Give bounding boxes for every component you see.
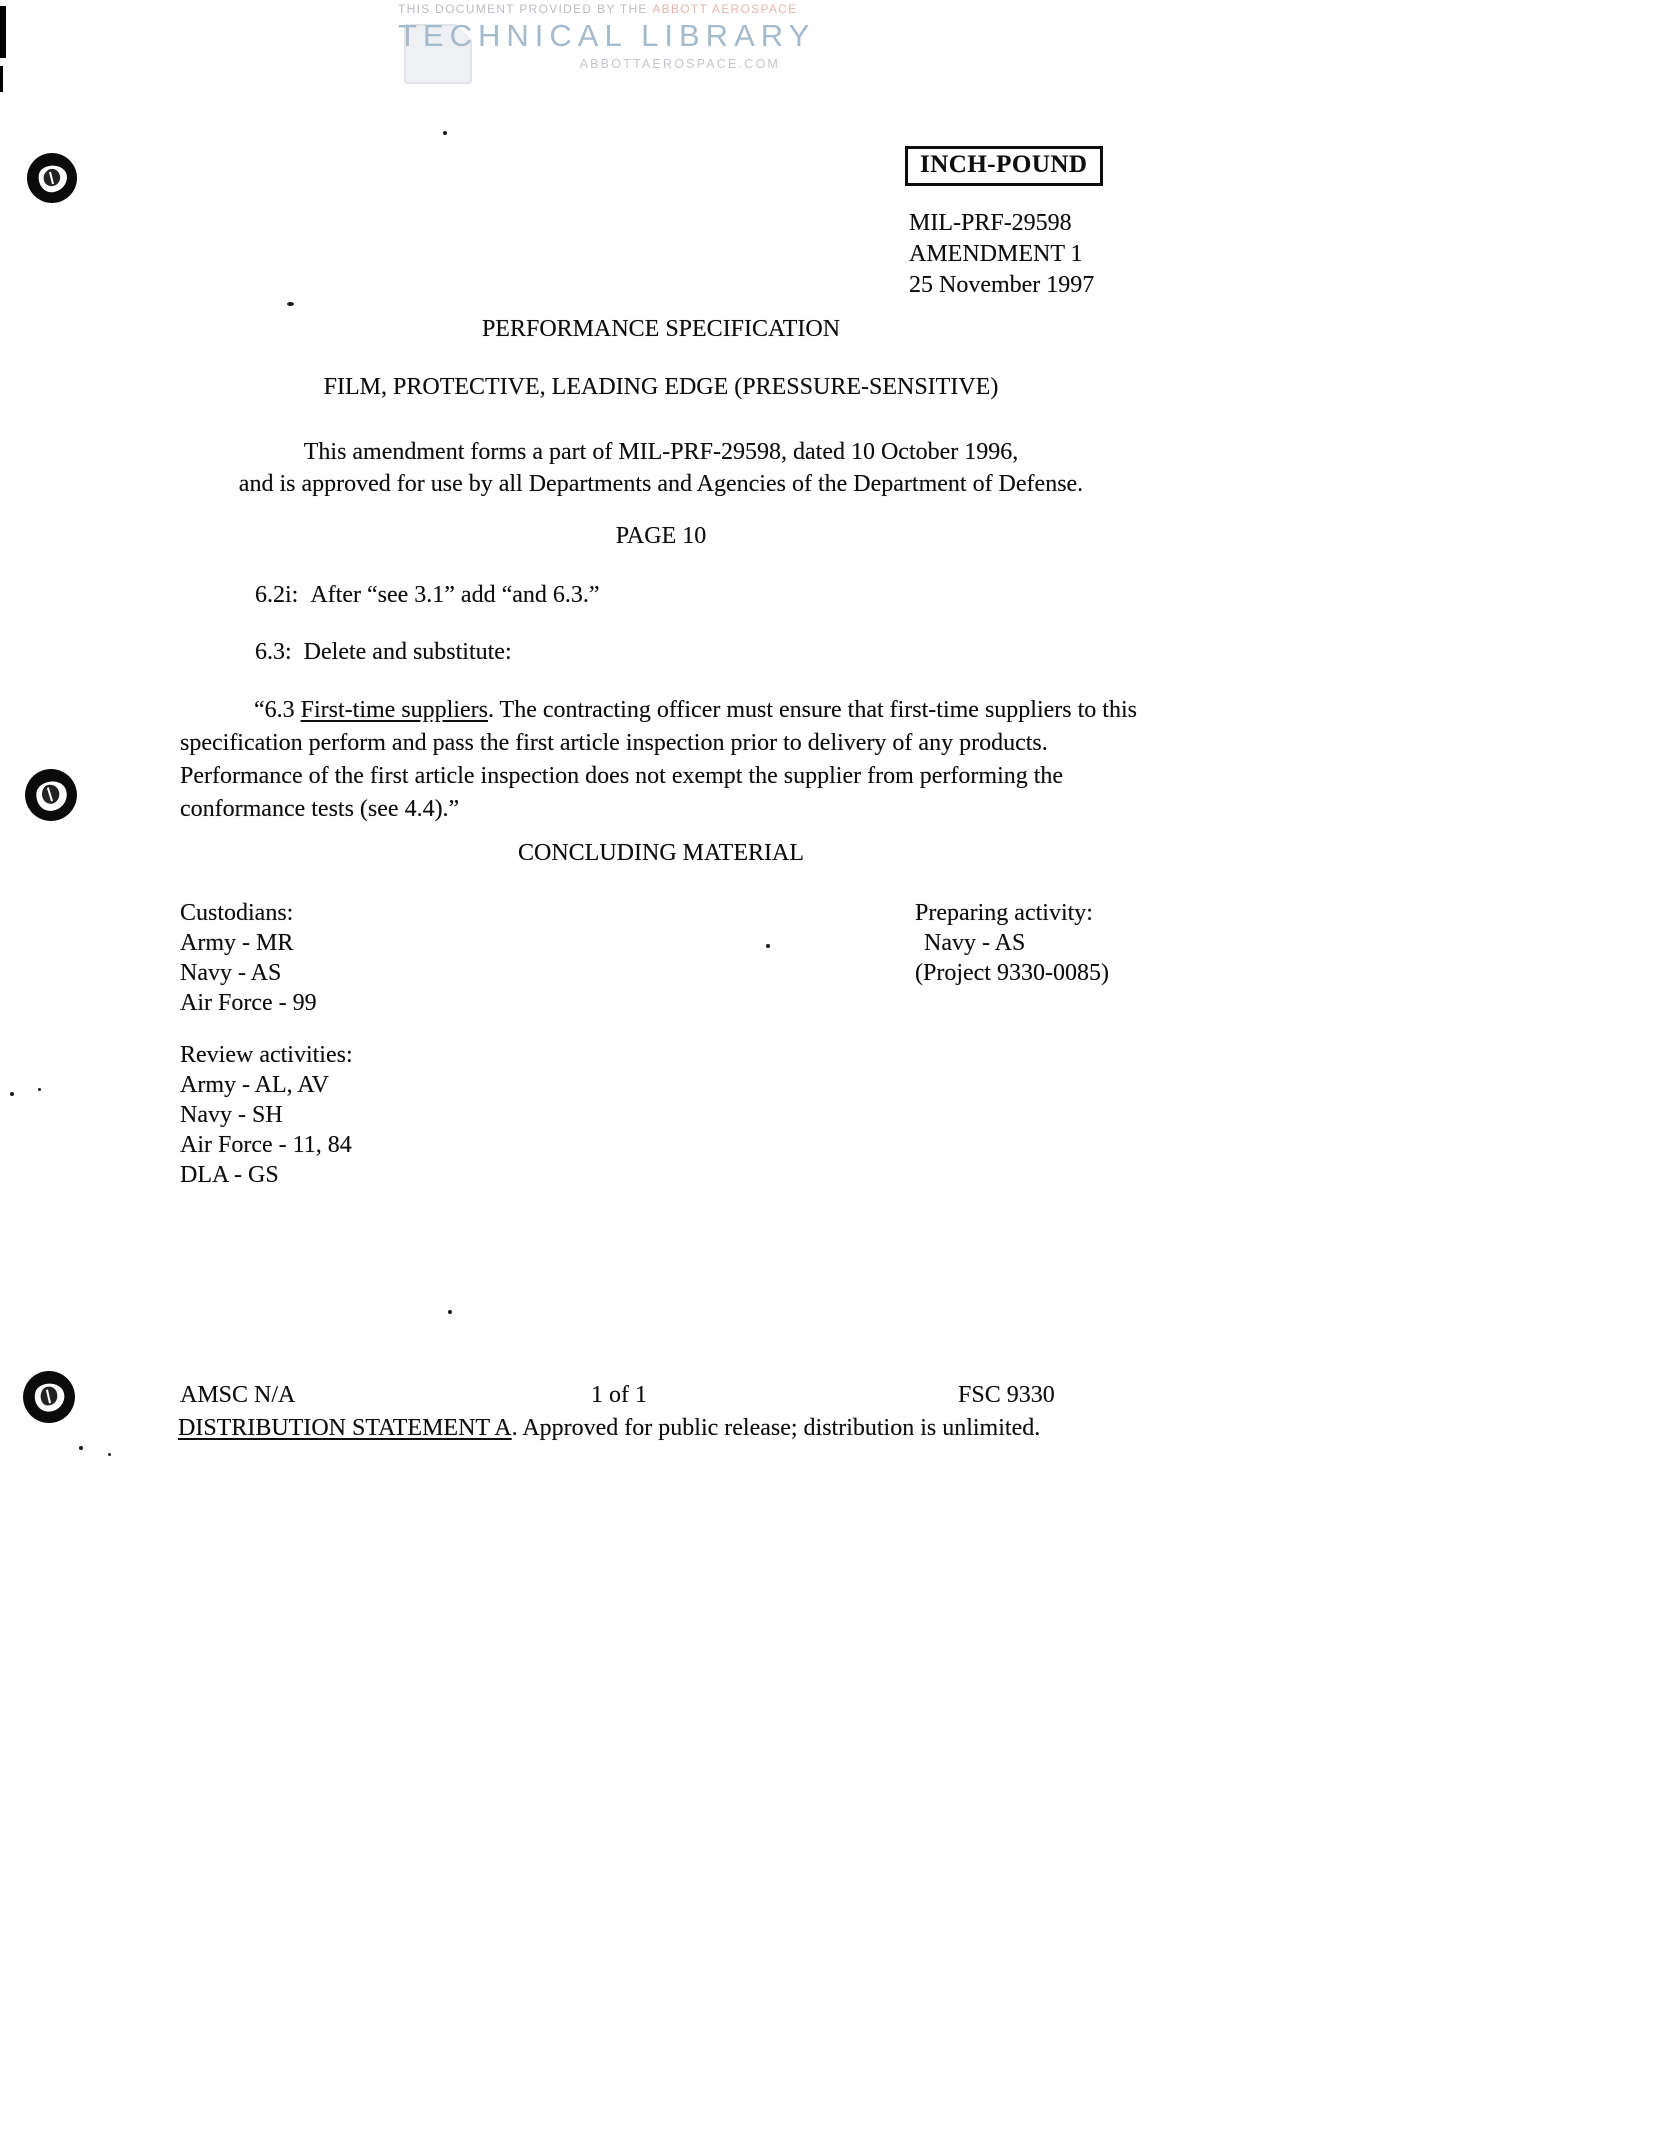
watermark-url: ABBOTTAEROSPACE.COM: [579, 57, 780, 71]
page-heading: PAGE 10: [615, 523, 707, 549]
paragraph-open: “6.3: [254, 697, 301, 723]
review-label: Review activities:: [180, 1042, 353, 1068]
watermark: [398, 2, 816, 71]
scan-speck: [448, 1310, 452, 1314]
amsc-number: AMSC N/A: [180, 1382, 296, 1408]
intro-line-2: and is approved for use by all Departments and Agencies of the Department of Defense.: [238, 471, 1084, 497]
scan-speck: [108, 1453, 111, 1456]
scan-artifact: [0, 6, 6, 58]
substitute-paragraph: [180, 694, 1138, 826]
change-item: [255, 582, 600, 609]
custodians-label: Custodians:: [180, 900, 294, 926]
change-item: [255, 639, 512, 666]
scan-speck: [10, 1092, 14, 1096]
doc-date: 25 November 1997: [909, 272, 1095, 298]
ink-stamp-icon: [24, 768, 78, 827]
ink-stamp-icon: [22, 1370, 76, 1429]
intro-line-1: This amendment forms a part of MIL-PRF-29598, dated 10 October 1996,: [303, 439, 1019, 465]
preparing-activity-block: [915, 898, 1109, 988]
spec-subject-title: FILM, PROTECTIVE, LEADING EDGE (PRESSURE-SENSITIVE): [323, 374, 999, 400]
inch-pound-stamp: INCH-POUND: [905, 146, 1103, 186]
scan-artifact: [0, 66, 3, 92]
watermark-provided-line: [398, 2, 798, 16]
custodian-item: Navy - AS: [180, 960, 282, 986]
review-activities-block: [180, 1040, 353, 1190]
fsc-number: FSC 9330: [958, 1382, 1055, 1408]
distribution-statement-label: DISTRIBUTION STATEMENT A: [178, 1415, 512, 1441]
custodian-item: Army - MR: [180, 930, 294, 956]
paragraph-rest: . The contracting officer must ensure that first-time suppliers to this specification perform and pass the first article inspection prior to delivery of any products. Performance of the first article inspection does not exempt the supplier from performing the conformance tests (see 4.4).”: [180, 697, 1137, 822]
distribution-statement-text: . Approved for public release; distribution is unlimited.: [511, 1415, 1041, 1441]
spec-type-title: PERFORMANCE SPECIFICATION: [481, 316, 841, 342]
concluding-material-heading: CONCLUDING MATERIAL: [518, 840, 804, 866]
scan-speck: [79, 1446, 83, 1450]
review-item: DLA - GS: [180, 1162, 279, 1188]
watermark-brand: ABBOTT AEROSPACE: [652, 2, 798, 16]
change-id: 6.2i:: [255, 582, 299, 608]
review-item: Navy - SH: [180, 1102, 283, 1128]
scan-speck: [766, 944, 770, 948]
watermark-provided-text: THIS DOCUMENT PROVIDED BY THE: [398, 2, 648, 16]
ink-stamp-icon: [26, 152, 78, 209]
change-id: 6.3:: [255, 639, 292, 665]
preparing-label: Preparing activity:: [915, 900, 1093, 926]
change-text: Delete and substitute:: [303, 639, 512, 665]
scan-speck: [287, 302, 294, 306]
scan-speck: [38, 1088, 41, 1091]
page-number: 1 of 1: [591, 1382, 647, 1408]
preparing-item: Navy - AS: [924, 930, 1026, 956]
doc-id-block: [909, 208, 1094, 301]
watermark-title: TECHNICAL LIBRARY: [398, 18, 816, 53]
custodian-item: Air Force - 99: [180, 990, 317, 1016]
amendment-number: AMENDMENT 1: [909, 241, 1083, 267]
review-item: Army - AL, AV: [180, 1072, 329, 1098]
distribution-statement: [178, 1415, 1040, 1442]
paragraph-underlined-phrase: First-time suppliers: [300, 697, 488, 723]
change-text: After “see 3.1” add “and 6.3.”: [310, 582, 600, 608]
custodians-block: [180, 898, 317, 1018]
doc-number: MIL-PRF-29598: [909, 210, 1072, 236]
scan-speck: [443, 131, 447, 135]
preparing-item: (Project 9330-0085): [915, 960, 1109, 986]
amendment-intro: [0, 436, 1322, 500]
review-item: Air Force - 11, 84: [180, 1132, 352, 1158]
